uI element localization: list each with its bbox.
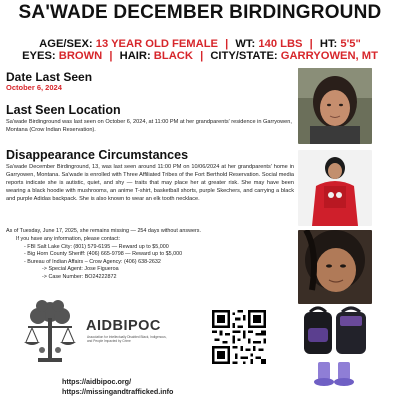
- eyes-value: BROWN: [58, 50, 103, 62]
- age-label: AGE/SEX:: [39, 38, 93, 50]
- contact-item: - Bureau of Indian Affairs – Crow Agency: (406) 638-2632: [24, 258, 161, 265]
- contact-bia: Bureau of Indian Affairs – Crow Agency: (406) 638-2632: [27, 258, 161, 265]
- status-text: As of Tuesday, June 17, 2025, she remains missing — 254 days without answers.: [6, 228, 201, 234]
- contact-item: - FBI Salt Lake City: (801) 579-6195 — Reward up to $5,000: [24, 243, 169, 250]
- disappearance-heading: Disappearance Circumstances: [6, 148, 189, 162]
- link-missing-and-trafficked[interactable]: https://missingandtrafficked.info: [62, 387, 174, 396]
- qr-code-icon[interactable]: [212, 310, 266, 364]
- org-name: AIDBIPOC: [86, 318, 161, 334]
- poster-title: SA'WADE DECEMBER BIRDINGROUND: [18, 2, 382, 23]
- city-label: CITY/STATE:: [210, 50, 278, 62]
- photo-close-up: [298, 230, 372, 304]
- eyes-label: EYES:: [22, 50, 56, 62]
- date-last-seen-heading: Date Last Seen: [6, 70, 93, 84]
- contact-sheriff: Big Horn County Sheriff: (406) 665-9798 — Reward up to $5,000: [27, 251, 183, 258]
- last-seen-location-heading: Last Seen Location: [6, 103, 121, 117]
- photo-red-hoodie: [298, 150, 372, 226]
- contact-intro: If you have any information, please contact:: [16, 236, 120, 242]
- separator: |: [200, 50, 204, 62]
- demographics-line-2: [0, 50, 400, 62]
- bia-detail: -> Special Agent: Jose Figueroa: [42, 266, 119, 273]
- bia-detail: -> Case Number: BO24222872: [42, 273, 117, 280]
- hair-value: BLACK: [153, 50, 193, 62]
- city-value: GARRYOWEN, MT: [280, 50, 378, 62]
- case-number: Case Number: BO24222872: [48, 273, 117, 280]
- contact-item: - Big Horn County Sheriff: (406) 665-9798 — Reward up to $5,000: [24, 251, 183, 258]
- scales-of-justice-tree-logo-icon: [20, 298, 80, 370]
- hair-label: HAIR:: [119, 50, 151, 62]
- age-value: 13 YEAR OLD FEMALE: [95, 38, 219, 50]
- weight-label: WT:: [235, 38, 256, 50]
- height-label: HT:: [319, 38, 338, 50]
- link-aidbipoc[interactable]: https://aidbipoc.org/: [62, 377, 132, 386]
- org-subtitle: Association for Intellectually Disabled Black, Indigenous, and People Impacted by Crime: [87, 335, 167, 343]
- height-value: 5'5": [340, 38, 361, 50]
- special-agent: Special Agent: Jose Figueroa: [48, 266, 119, 273]
- separator: |: [225, 38, 229, 50]
- weight-value: 140 LBS: [258, 38, 303, 50]
- separator: |: [309, 38, 313, 50]
- demographics-line-1: [0, 38, 400, 50]
- disappearance-text: Sa'wade December Birdinground, 13, was last seen around 11:00 PM on 10/06/2024 at her grandparents' home in Garryowen, Montana. Sa'wade is enrolled with Three Affiliated Tribes of the Fort Berthold Reservation. Social media reports indicate she is autistic, quiet, and shy — traits that may place her at greater risk. She may have been wearing a black hoodie with mushrooms, an anime T-shirt, basketball shorts, purple Skechers, and carrying a black and purple Adidas backpack. She is also known to wear an elk tooth necklace.: [6, 164, 294, 202]
- date-last-seen-value: October 6, 2024: [6, 83, 62, 92]
- photo-portrait-selfie: [298, 68, 372, 144]
- contact-fbi: FBI Salt Lake City: (801) 579-6195 — Reward up to $5,000: [27, 243, 169, 250]
- last-seen-location-text: Sa'wade Birdinground was last seen on October 6, 2024, at 11:00 PM at her grandparents' residence in Garryowen, Montana (Crow Indian Reservation).: [6, 119, 292, 133]
- contact-block: [16, 236, 296, 282]
- photo-backpack-shoes: [298, 306, 372, 388]
- separator: |: [109, 50, 113, 62]
